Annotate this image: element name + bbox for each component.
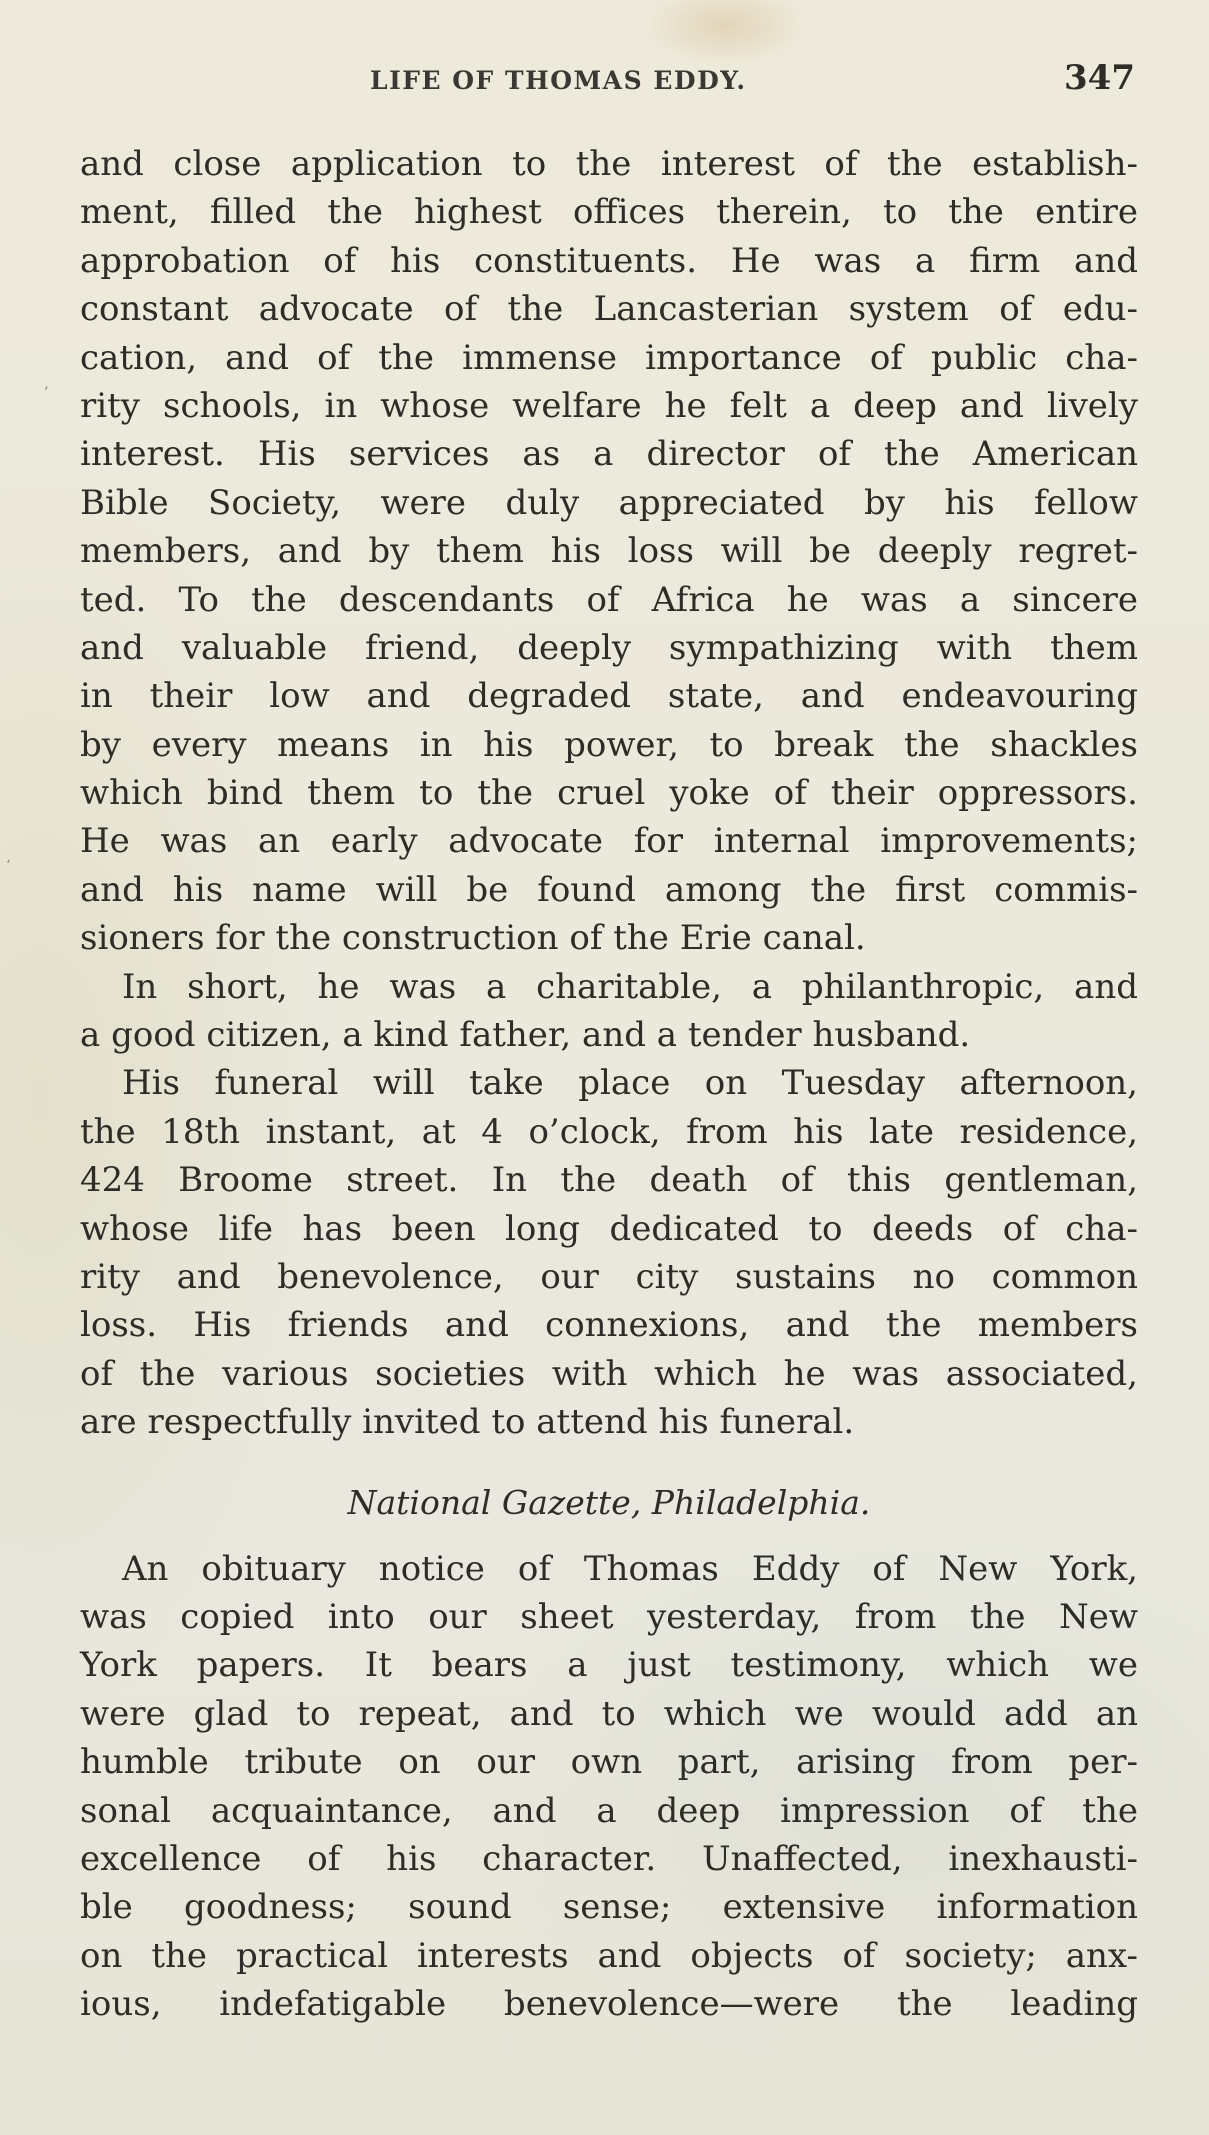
- text-line: sonal acquaintance, and a deep impression of the: [80, 1790, 1138, 1831]
- text-line: whose life has been long dedicated to deeds of cha-: [80, 1208, 1138, 1249]
- paragraph-obituary-notice: [80, 1545, 1138, 2029]
- text-line: ment, filled the highest offices therein, to the entire: [80, 192, 1138, 233]
- text-line: York papers. It bears a just testimony, which we: [80, 1645, 1138, 1686]
- text-line: cation, and of the immense importance of public cha-: [80, 337, 1138, 378]
- text-line: excellence of his character. Unaffected, inexhausti-: [80, 1838, 1138, 1879]
- text-line: and valuable friend, deeply sympathizing with them: [80, 627, 1138, 668]
- text-line: humble tribute on our own part, arising from per-: [80, 1742, 1138, 1783]
- text-line: in their low and degraded state, and endeavouring: [80, 676, 1138, 717]
- text-line: ble goodness; sound sense; extensive information: [80, 1887, 1138, 1928]
- text-line: on the practical interests and objects of society; anx-: [80, 1935, 1138, 1976]
- text-line: An obituary notice of Thomas Eddy of New York,: [122, 1548, 1138, 1589]
- text-line: of the various societies with which he was associated,: [80, 1353, 1138, 1394]
- section-subheading: National Gazette, Philadelphia.: [347, 1482, 871, 1522]
- text-line: was copied into our sheet yesterday, from the New: [80, 1596, 1138, 1637]
- text-line: which bind them to the cruel yoke of their oppressors.: [80, 773, 1138, 814]
- text-line: He was an early advocate for internal improvements;: [80, 821, 1138, 862]
- text-line: members, and by them his loss will be deeply regret-: [80, 531, 1138, 572]
- text-line: rity schools, in whose welfare he felt a deep and lively: [80, 385, 1138, 426]
- text-line: Bible Society, were duly appreciated by his fellow: [80, 482, 1138, 523]
- text-line: interest. His services as a director of the American: [80, 434, 1138, 475]
- text-line: by every means in his power, to break the shackles: [80, 724, 1138, 765]
- paragraph-continued: [80, 140, 1138, 963]
- text-line: loss. His friends and connexions, and the members: [80, 1305, 1138, 1346]
- text-line: ted. To the descendants of Africa he was a sincere: [80, 579, 1138, 620]
- text-line: were glad to repeat, and to which we would add an: [80, 1693, 1138, 1734]
- text-line: and close application to the interest of the establish-: [80, 144, 1138, 184]
- text-line: ious, indefatigable benevolence—were the leading: [80, 1984, 1138, 2025]
- page-number: 347: [1064, 58, 1135, 98]
- running-head: [0, 56, 1209, 106]
- text-block: [80, 140, 1138, 2028]
- text-line: a good citizen, a kind father, and a tender husband.: [80, 1015, 971, 1056]
- margin-speck: ‘: [6, 858, 11, 874]
- text-line: 424 Broome street. In the death of this gentleman,: [80, 1160, 1138, 1201]
- text-line: and his name will be found among the first commis-: [80, 869, 1138, 910]
- text-line: rity and benevolence, our city sustains no common: [80, 1256, 1138, 1297]
- paragraph-funeral: [80, 1059, 1138, 1446]
- margin-speck: ’: [44, 385, 49, 401]
- paragraph-in-short: [80, 963, 1138, 1060]
- text-line: approbation of his constituents. He was a firm and: [80, 240, 1138, 281]
- running-title: LIFE OF THOMAS EDDY.: [370, 66, 747, 95]
- text-line: In short, he was a charitable, a philanthropic, and: [122, 966, 1138, 1007]
- text-line: the 18th instant, at 4 o’clock, from his late residence,: [80, 1111, 1138, 1152]
- text-line: are respectfully invited to attend his funeral.: [80, 1402, 855, 1443]
- text-line: constant advocate of the Lancasterian system of edu-: [80, 289, 1138, 330]
- text-line: His funeral will take place on Tuesday afternoon,: [122, 1063, 1138, 1104]
- text-line: sioners for the construction of the Erie canal.: [80, 918, 866, 959]
